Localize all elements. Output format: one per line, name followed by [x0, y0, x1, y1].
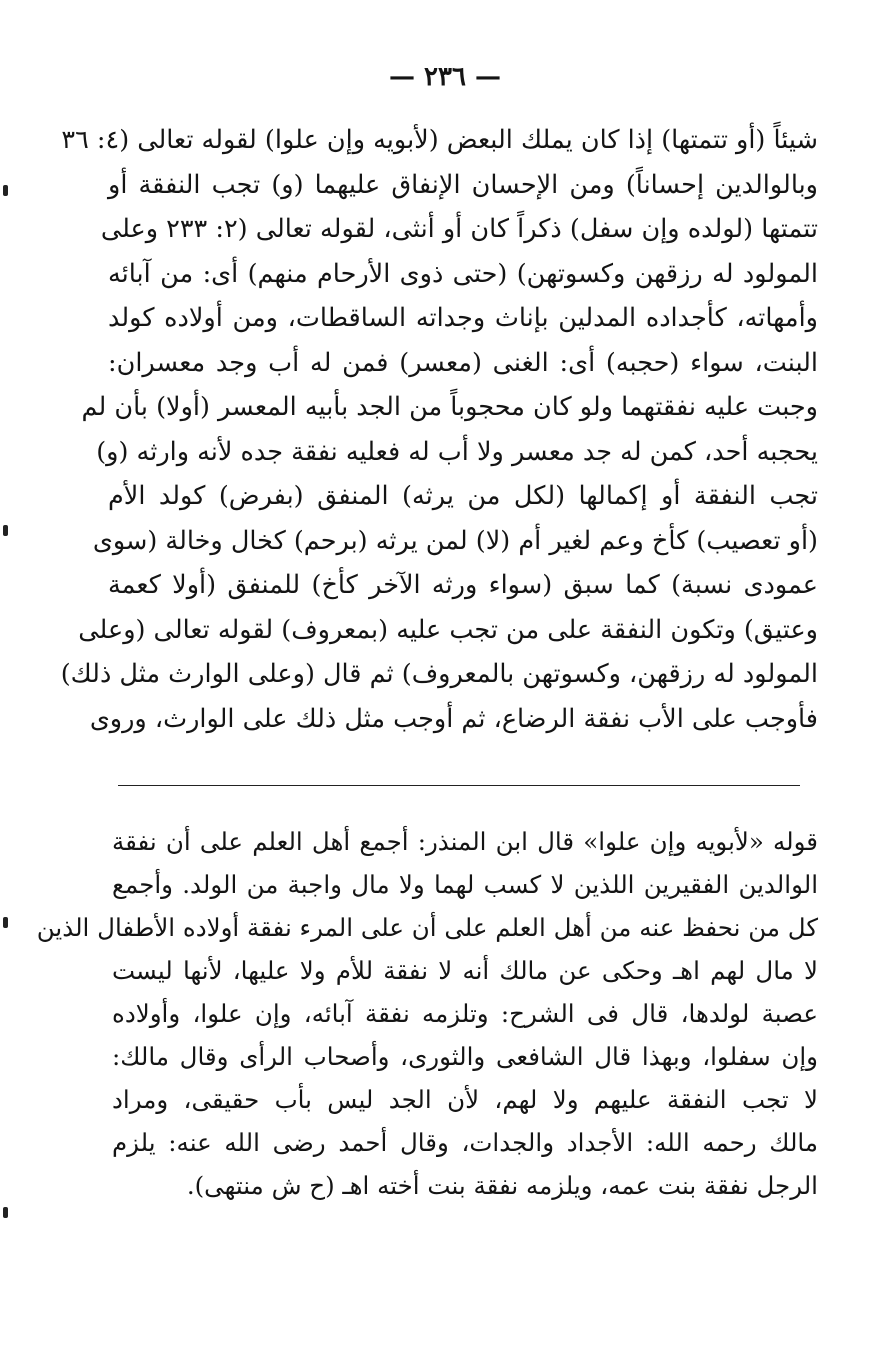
binding-hole-mark	[3, 185, 8, 196]
main-text-line: وأمهاته، كأجداده المدلين بإناث وجداته الساقطات، ومن أولاده كولد	[108, 303, 818, 333]
main-text-block	[60, 118, 818, 741]
footnote-line: لا مال لهم اهـ وحكى عن مالك أنه لا نفقة للأم ولا عليها، لأنها ليست	[112, 956, 818, 985]
page-number: — ٢٣٦ —	[388, 62, 502, 92]
main-text-line: تتمتها (لولده وإن سفل) ذكراً كان أو أنثى، لقوله تعالى (٢: ٢٣٣ وعلى	[100, 214, 818, 244]
footnote-line: عصبة لولدها، قال فى الشرح: وتلزمه نفقة آبائه، وإن علوا، وأولاده	[112, 999, 818, 1028]
main-text-line: وجبت عليه نفقتهما ولو كان محجوباً من الجد بأبيه المعسر (أولا) بأن لم	[81, 392, 818, 422]
footnote-line: كل من نحفظ عنه من أهل العلم على أن على المرء نفقة أولاده الأطفال الذين	[36, 913, 818, 942]
main-text-line: فأوجب على الأب نفقة الرضاع، ثم أوجب مثل ذلك على الوارث، وروى	[89, 703, 818, 734]
main-text-line: عمودى نسبة) كما سبق (سواء ورثه الآخر كأخ) للمنفق (أولا كعمة	[108, 570, 818, 600]
main-text-line: تجب النفقة أو إكمالها (لكل من يرثه) المنفق (بفرض) كولد الأم	[108, 481, 818, 511]
main-text-line: (أو تعصيب) كأخ وعم لغير أم (لا) لمن يرثه (برحم) كخال وخالة (سوى	[92, 525, 818, 556]
main-text-line: المولود له رزقهن وكسوتهن) (حتى ذوى الأرحام منهم) أى: من آبائه	[108, 258, 818, 289]
main-text-line: المولود له رزقهن، وكسوتهن بالمعروف) ثم قال (وعلى الوارث مثل ذلك)	[60, 659, 818, 689]
main-text-line: يحجبه أحد، كمن له جد معسر ولا أب له فعليه نفقة جده لأنه وارثه (و)	[96, 436, 818, 467]
main-text-line: وعتيق) وتكون النفقة على من تجب عليه (بمعروف) لقوله تعالى (وعلى	[78, 614, 818, 645]
main-text-line: شيئاً (أو تتمتها) إذا كان يملك البعض (لأبويه وإن علوا) لقوله تعالى (٤: ٣٦	[61, 125, 818, 155]
footnote-divider	[118, 785, 800, 786]
footnote-line: الوالدين الفقيرين اللذين لا كسب لهما ولا مال واجبة من الولد. وأجمع	[112, 870, 818, 899]
footnote-line: وإن سفلوا، وبهذا قال الشافعى والثورى، وأصحاب الرأى وقال مالك:	[112, 1042, 818, 1071]
binding-hole-mark	[3, 917, 8, 928]
footnotes-block	[36, 820, 818, 1207]
footnote-line: قوله «لأبويه وإن علوا» قال ابن المنذر: أجمع أهل العلم على أن نفقة	[112, 827, 818, 856]
footnote-line: الرجل نفقة بنت عمه، ويلزمه نفقة بنت أخته اهـ (ح ش منتهى).	[186, 1171, 818, 1200]
binding-hole-mark	[3, 1207, 8, 1218]
main-text-line: وبالوالدين إحساناً) ومن الإحسان الإنفاق عليهما (و) تجب النفقة أو	[108, 169, 818, 200]
footnote-line: لا تجب النفقة عليهم ولا لهم، لأن الجد ليس بأب حقيقى، ومراد	[112, 1085, 818, 1114]
main-text-line: البنت، سواء (حجبه) أى: الغنى (معسر) فمن له أب وجد معسران:	[108, 347, 818, 378]
binding-hole-mark	[3, 525, 8, 536]
footnote-line: مالك رحمه الله: الأجداد والجدات، وقال أحمد رضى الله عنه: يلزم	[112, 1128, 818, 1157]
